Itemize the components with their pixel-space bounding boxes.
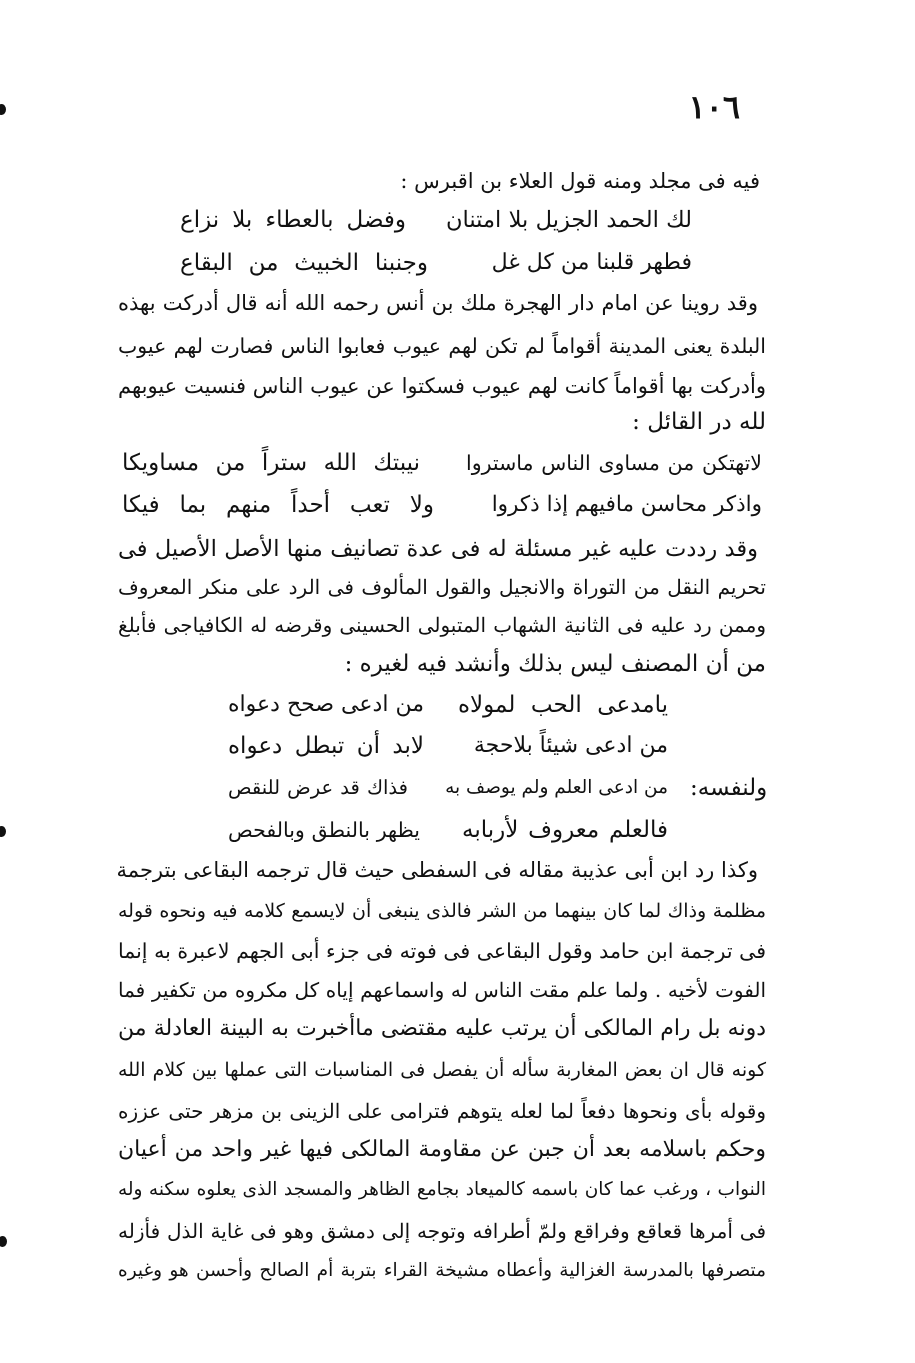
verse-first-hemistich: من ادعى شيئاً بلاحجة <box>473 733 668 758</box>
text-line: وقوله بأى ونحوها دفعاً لما لعله يتوهم فترامى على الزينى بن مزهر حتى عززه <box>118 1099 766 1123</box>
text-line: البلدة يعنى المدينة أقواماً لم تكن لهم عيوب فعابوا الناس فصارت لهم عيوب <box>118 334 766 358</box>
verse-line <box>180 248 692 280</box>
margin-ink-dot <box>0 826 6 837</box>
text-line: لله در القائل : <box>632 409 766 435</box>
verse-first-hemistich: فطهر قلبنا من كل غل <box>491 250 692 275</box>
text-line: فى ترجمة ابن حامد وقول البقاعى فى فوته فى جزء أبى الجهم لاعبرة به إنما <box>118 939 766 963</box>
verse-second-hemistich: ولا تعب أحداً منهم بما فيكا <box>122 492 434 518</box>
text-line: فيه فى مجلد ومنه قول العلاء بن اقبرس : <box>400 169 760 193</box>
verse-second-hemistich: لابد أن تبطل دعواه <box>228 733 424 759</box>
text-line: كونه قال ان بعض المغاربة سأله أن يفصل فى المناسبات التى عملها بين كلام الله <box>118 1059 766 1081</box>
margin-ink-dot <box>0 104 6 115</box>
text-line: متصرفها بالمدرسة الغزالية وأعطاه مشيخة القراء بتربة أم الصالح وأحسن هو وغيره <box>118 1260 766 1281</box>
margin-ink-dot <box>0 1236 7 1247</box>
verse-first-hemistich: لاتهتكن من مساوى الناس ماستروا <box>466 451 762 475</box>
verse-line <box>122 490 762 522</box>
verse-first-hemistich: من ادعى العلم ولم يوصف به <box>445 777 668 798</box>
verse-line <box>122 448 762 480</box>
text-line: تحريم النقل من التوراة والانجيل والقول المألوف فى الرد على منكر المعروف <box>118 575 766 599</box>
verse-first-hemistich: يامدعى الحب لمولاه <box>458 692 668 718</box>
text-line: الفوت لأخيه . ولما علم مقت الناس له واسماعهم إياه كل مكروه من تكفير فما <box>118 978 766 1002</box>
text-line: دونه بل رام المالكى أن يرتب عليه مقتضى ماأخبرت به البينة العادلة من <box>118 1016 766 1041</box>
text-line: فى أمرها قعاقع وفراقع ولمّ أطرافه وتوجه إلى دمشق وهو فى غاية الذل فأزله <box>118 1219 766 1243</box>
text-line: من أن المصنف ليس بذلك وأنشد فيه لغيره : <box>344 651 766 677</box>
verse-second-hemistich: وفضل بالعطاء بلا نزاع <box>180 207 406 233</box>
verse-line <box>228 690 668 722</box>
verse-second-hemistich: من ادعى صحح دعواه <box>228 692 424 717</box>
text-line: وحكم باسلامه بعد أن جبن عن مقاومة المالكى فيها غير واحد من أعيان <box>118 1137 766 1162</box>
text-line: النواب ، ورغب عما كان باسمه كالميعاد بجامع الظاهر والمسجد الذى يعلوه سكنه وله <box>118 1179 766 1200</box>
text-line: وكذا رد ابن أبى عذيبة مقاله فى السفطى حيث قال ترجمه البقاعى بترجمة <box>116 858 758 882</box>
verse-second-hemistich: وجنبنا الخبيث من البقاع <box>180 250 428 276</box>
verse-label: ولنفسه: <box>690 775 768 801</box>
verse-line <box>180 205 692 237</box>
text-line: وقد رددت عليه غير مسئلة له فى عدة تصانيف منها الأصل الأصيل فى <box>118 536 758 562</box>
text-line: وأدركت بها أقواماً كانت لهم عيوب فسكتوا عن عيوب الناس فنسيت عيوبهم <box>118 374 766 398</box>
text-line: وقد روينا عن امام دار الهجرة ملك بن أنس رحمه الله أنه قال أدركت بهذه <box>118 291 758 315</box>
verse-first-hemistich: فالعلم معروف لأربابه <box>462 817 668 843</box>
text-line: وممن رد عليه فى الثانية الشهاب المتبولى الحسينى وقرضه له الكافياجى فأبلغ <box>118 613 766 637</box>
verse-line <box>228 815 668 847</box>
verse-line <box>228 773 668 805</box>
text-line: مظلمة وذاك لما كان بينهما من الشر فالذى ينبغى أن لايسمع كلامه فيه ونحوه قوله <box>118 900 766 922</box>
verse-first-hemistich: واذكر محاسن مافيهم إذا ذكروا <box>491 492 762 517</box>
verse-second-hemistich: يظهر بالنطق وبالفحص <box>228 818 420 842</box>
verse-first-hemistich: لك الحمد الجزيل بلا امتنان <box>446 207 692 233</box>
page-number: ١٠٦ <box>688 88 740 126</box>
verse-line <box>228 731 668 763</box>
verse-second-hemistich: نيبتك الله ستراً من مساويكا <box>122 450 420 476</box>
verse-second-hemistich: فذاك قد عرض للنقص <box>228 776 408 799</box>
